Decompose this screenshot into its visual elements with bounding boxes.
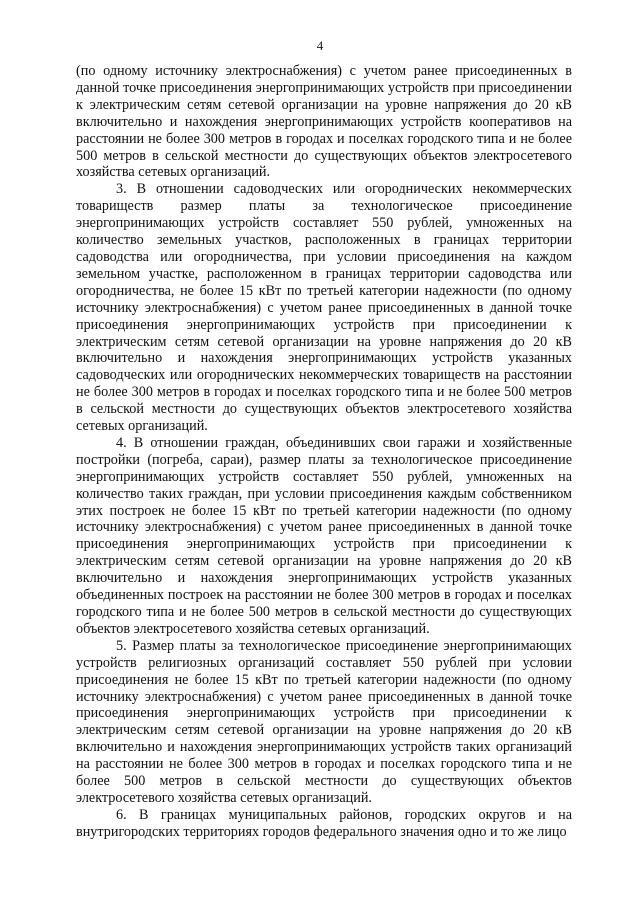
paragraph-item-5: 5. Размер платы за технологическое присоединение энергопринимающих устройств религиозных организаций составляет 550 рублей при условии присоединения не более 15 кВт по третьей категории надежности (по одному источнику электроснабжения) с учетом ранее присоединенных в данной точке присоединения энергопринимающих устройств при присоединении к электрическим сетям сетевой организации на уровне напряжения до 20 кВ включительно и нахождения энергопринимающих устройств таких организаций на расстоянии не более 300 метров в городах и поселках городского типа и не более 500 метров в сельской местности до существующих объектов электросетевого хозяйства сетевых организаций.	[76, 637, 572, 806]
paragraph-item-3: 3. В отношении садоводческих или огороднических некоммерческих товариществ размер платы за технологическое присоединение энергопринимающих устройств составляет 550 рублей, умноженных на количество земельных участков, расположенных в границах территории садоводства или огородничества, при условии присоединения на каждом земельном участке, расположенном в границах территории садоводства или огородничества, не более 15 кВт по третьей категории надежности (по одному источнику электроснабжения) с учетом ранее присоединенных в данной точке присоединения энергопринимающих устройств при присоединении к электрическим сетям сетевой организации на уровне напряжения до 20 кВ включительно и нахождения энергопринимающих устройств указанных садоводческих или огороднических некоммерческих товариществ на расстоянии не более 300 метров в городах и поселках городского типа и не более 500 метров в сельской местности до существующих объектов электросетевого хозяйства сетевых организаций.	[76, 181, 572, 435]
page-number: 4	[316, 38, 324, 53]
document-body	[76, 63, 572, 841]
paragraph-item-6: 6. В границах муниципальных районов, городских округов и на внутригородских территориях городов федерального значения одно и то же лицо	[76, 806, 572, 840]
paragraph-continuation: (по одному источнику электроснабжения) с учетом ранее присоединенных в данной точке присоединения энергопринимающих устройств при присоединении к электрическим сетям сетевой организации на уровне напряжения до 20 кВ включительно и нахождения энергопринимающих устройств кооперативов на расстоянии не более 300 метров в городах и поселках городского типа и не более 500 метров в сельской местности до существующих объектов электросетевого хозяйства сетевых организаций.	[76, 63, 572, 181]
paragraph-item-4: 4. В отношении граждан, объединивших свои гаражи и хозяйственные постройки (погреба, сараи), размер платы за технологическое присоединение энергопринимающих устройств составляет 550 рублей, умноженных на количество таких граждан, при условии присоединения каждым собственником этих построек не более 15 кВт по третьей категории надежности (по одному источнику электроснабжения) с учетом ранее присоединенных в данной точке присоединения энергопринимающих устройств при присоединении к электрическим сетям сетевой организации на уровне напряжения до 20 кВ включительно и нахождения энергопринимающих устройств указанных объединенных построек на расстоянии не более 300 метров в городах и поселках городского типа и не более 500 метров в сельской местности до существующих объектов электросетевого хозяйства сетевых организаций.	[76, 434, 572, 637]
